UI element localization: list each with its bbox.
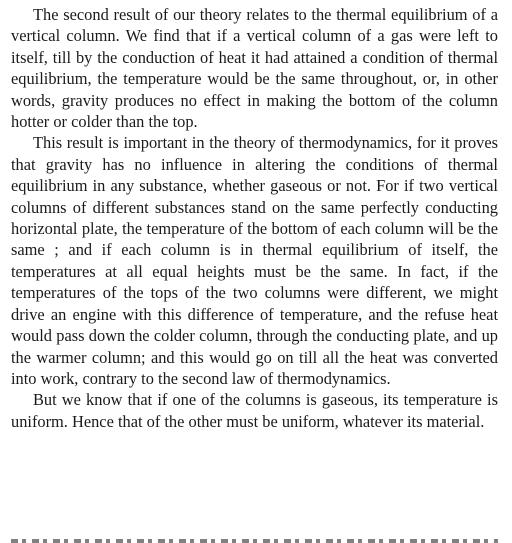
- cropped-next-line: [11, 536, 498, 543]
- paragraph-uniform-temperature: But we know that if one of the columns is gaseous, its temperature is uniform. Hence that of the other must be uniform, whatever its material.: [11, 390, 498, 431]
- paragraph-thermal-equilibrium-column: The second result of our theory relates to the thermal equilibrium of a vertical column. We find that if a vertical column of a gas were left to itself, till by the conduction of heat it had attained a condition of thermal equilibrium, the temperature would be the same throughout, or, in other words, gravity produces no effect in making the bottom of the column hotter or colder than the top.: [11, 5, 498, 132]
- paragraph-gravity-no-influence: This result is important in the theory of thermodynamics, for it proves that gravity has no influence in altering the conditions of thermal equilibrium in any substance, whether gaseous or not. For if two vertical columns of different substances stand on the same perfectly conducting horizontal plate, the temperature of the bottom of each column will be the same ; and if each column is in thermal equilibrium of itself, the temperatures at all equal heights must be the same. In fact, if the temperatures of the tops of the two columns were different, we might drive an engine with this difference of temperature, and the refuse heat would pass down the colder column, through the conducting plate, and up the warmer column; and this would go on till all the heat was converted into work, contrary to the second law of thermodynamics.: [11, 133, 498, 388]
